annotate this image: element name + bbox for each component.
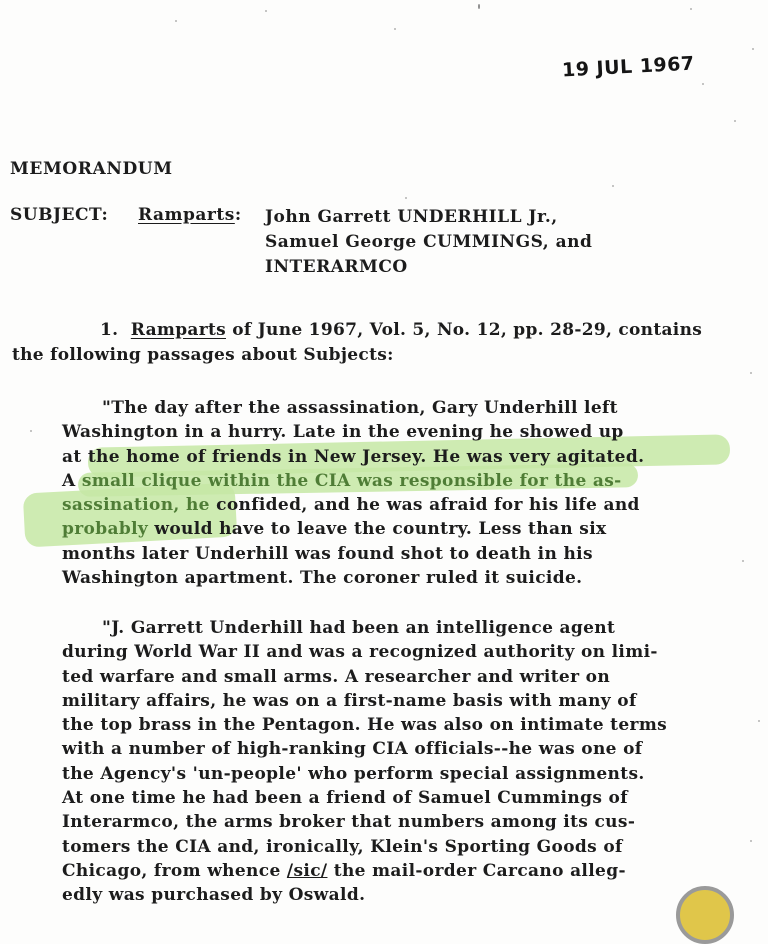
scan-speck — [750, 372, 752, 374]
subject-label: SUBJECT: — [10, 205, 109, 225]
quote-2 — [62, 616, 762, 908]
quote-line: military affairs, he was on a first-name basis with many of — [62, 690, 637, 711]
quote-line: Washington in a hurry. Late in the evening he showed up — [62, 422, 624, 443]
scan-speck — [175, 20, 177, 22]
scan-speck — [702, 83, 704, 85]
scan-speck — [734, 120, 736, 122]
text: confided, and he was afraid for his life and — [209, 495, 640, 516]
text: A — [62, 470, 82, 491]
magazine-title: Ramparts — [130, 320, 226, 340]
citation: of June 1967, Vol. 5, No. 12, pp. 28-29, contains — [226, 320, 703, 340]
paragraph-1 — [12, 318, 762, 368]
quote-line: "J. Garrett Underhill had been an intelligence agent — [102, 618, 616, 638]
scan-speck — [690, 8, 692, 10]
quote-line: during World War II and was a recognized authority on limi- — [62, 642, 658, 663]
quote-1 — [62, 396, 762, 590]
paragraph-number: 1. — [100, 320, 119, 340]
subject-line: INTERARMCO — [265, 257, 408, 277]
date-stamp: 19 JUL 1967 — [561, 52, 696, 82]
highlighted-text: small clique within the CIA was responsible for the as- — [81, 470, 622, 491]
quote-line — [62, 469, 762, 493]
highlighted-text: sassination, he — [62, 495, 210, 516]
scan-speck — [30, 430, 32, 432]
subject-entities — [265, 205, 592, 280]
scan-speck — [394, 28, 396, 30]
magazine-title: Ramparts — [138, 205, 235, 225]
emoji-sticker-icon — [676, 886, 734, 944]
subject-line: John Garrett UNDERHILL Jr., — [265, 207, 558, 227]
text: the mail-order Carcano alleg- — [327, 860, 626, 881]
quote-line — [62, 517, 762, 541]
quote-line — [62, 493, 762, 517]
scan-speck — [752, 48, 754, 50]
quote-line: months later Underhill was found shot to death in his — [62, 543, 593, 564]
scan-speck — [405, 197, 407, 199]
quote-line: "The day after the assassination, Gary Underhill left — [102, 398, 618, 418]
text: Chicago, from whence — [62, 860, 287, 881]
quote-line: the top brass in the Pentagon. He was also on intimate terms — [62, 715, 668, 736]
text: would have to leave the country. Less than six — [148, 519, 607, 540]
subject-magazine — [138, 205, 242, 225]
quote-line: at the home of friends in New Jersey. He was very agitated. — [62, 446, 645, 467]
quote-line: tomers the CIA and, ironically, Klein's Sporting Goods of — [62, 836, 623, 857]
paragraph-line: the following passages about Subjects: — [12, 345, 394, 365]
quote-line — [62, 859, 762, 883]
subject-line: Samuel George CUMMINGS, and — [265, 232, 593, 252]
quote-line: Washington apartment. The coroner ruled it suicide. — [62, 568, 583, 589]
quote-line: edly was purchased by Oswald. — [62, 885, 366, 906]
quote-line: the Agency's 'un-people' who perform special assignments. — [62, 763, 645, 784]
subject-block — [10, 205, 593, 277]
colon: : — [234, 205, 242, 225]
scan-speck — [612, 185, 614, 187]
quote-line: with a number of high-ranking CIA officials--he was one of — [62, 739, 643, 760]
quote-line: ted warfare and small arms. A researcher and writer on — [62, 666, 611, 687]
scan-speck — [478, 4, 480, 9]
memo-heading: MEMORANDUM — [10, 159, 173, 179]
quote-line: At one time he had been a friend of Samuel Cummings of — [62, 788, 628, 809]
paragraph-line — [12, 318, 762, 343]
quote-line: Interarmco, the arms broker that numbers among its cus- — [62, 812, 636, 833]
scan-speck — [265, 10, 267, 12]
highlighted-text: probably — [62, 519, 149, 540]
sic-annotation: /sic/ — [286, 860, 328, 881]
